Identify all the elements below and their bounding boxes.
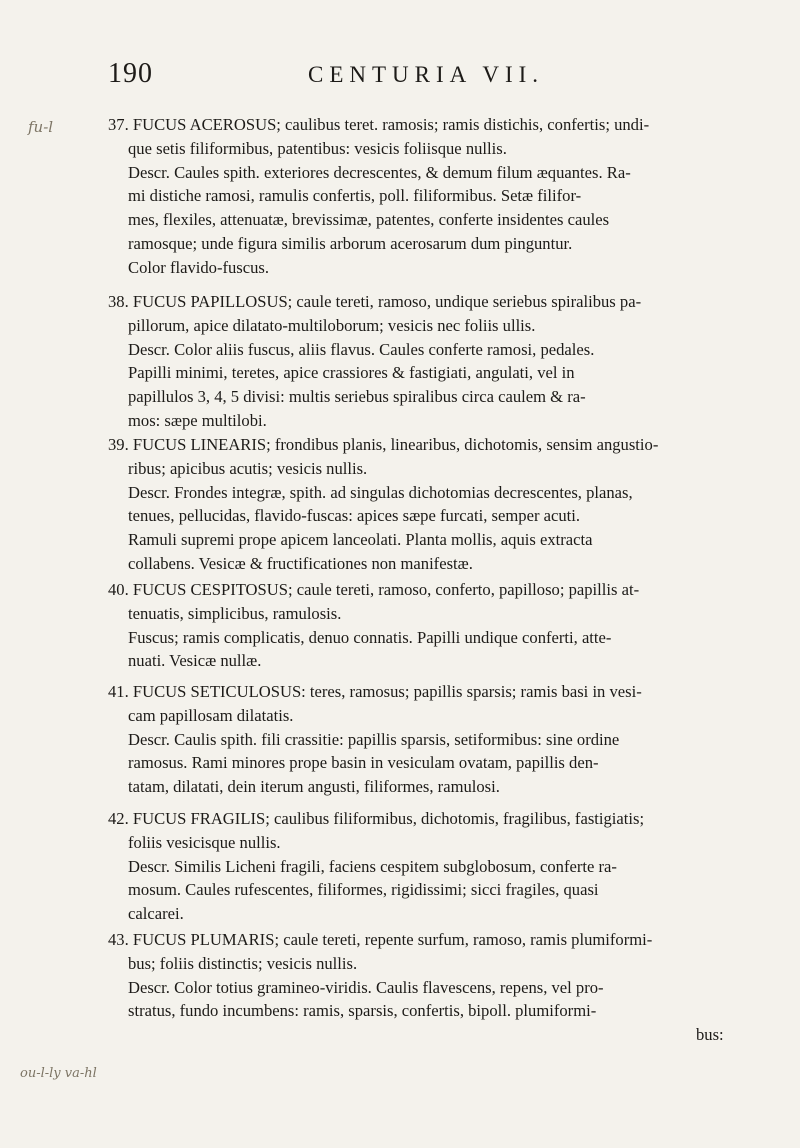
entry-line: Descr. Color aliis fuscus, aliis flavus. Caules conferte ramosi, pedales. xyxy=(128,339,595,359)
entry-line: 43. FUCUS PLUMARIS; caule tereti, repente surfum, ramoso, ramis plumiformi- xyxy=(108,930,653,949)
entry-line: ramosque; unde figura similis arborum acerosarum dum pinguntur. xyxy=(128,233,573,253)
entry-line: Fuscus; ramis complicatis, denuo connatis. Papilli undique conferti, atte- xyxy=(128,627,612,647)
entry-line: 38. FUCUS PAPILLOSUS; caule tereti, ramoso, undique seriebus spiralibus pa- xyxy=(108,292,642,311)
entry-42 xyxy=(108,807,770,926)
entry-line: pillorum, apice dilatato-multiloborum; vesicis nec foliis ullis. xyxy=(128,315,536,335)
entry-39 xyxy=(108,433,770,576)
entry-line: ribus; apicibus acutis; vesicis nullis. xyxy=(128,458,368,478)
entry-line: Color flavido-fuscus. xyxy=(128,257,270,277)
entry-41 xyxy=(108,680,770,799)
entry-line: Descr. Similis Licheni fragili, faciens cespitem subglobosum, conferte ra- xyxy=(128,856,617,876)
entry-line: 39. FUCUS LINEARIS; frondibus planis, linearibus, dichotomis, sensim angustio- xyxy=(108,435,659,454)
entry-line: papillulos 3, 4, 5 divisi: multis seriebus spiralibus circa caulem & ra- xyxy=(128,387,586,407)
entry-line: bus: xyxy=(696,1025,724,1045)
entry-line: mes, flexiles, attenuatæ, brevissimæ, patentes, conferte insidentes caules xyxy=(128,210,610,230)
entry-37 xyxy=(108,113,770,280)
entry-line: Descr. Caulis spith. fili crassitie: papillis sparsis, setiformibus: sine ordine xyxy=(128,729,620,749)
running-title: CENTURIA VII. xyxy=(308,62,545,87)
entry-line: calcarei. xyxy=(128,904,184,924)
entry-line: collabens. Vesicæ & fructificationes non manifestæ. xyxy=(128,553,473,573)
margin-note-bottom: ou-l-ly va-hl xyxy=(20,1066,97,1081)
entry-line: bus; foliis distinctis; vesicis nullis. xyxy=(128,953,358,973)
page-header xyxy=(108,56,718,96)
entry-line: Papilli minimi, teretes, apice crassiores & fastigiati, angulati, vel in xyxy=(128,363,575,383)
entry-line: foliis vesicisque nullis. xyxy=(128,832,281,852)
entry-line: Descr. Caules spith. exteriores decrescentes, & demum filum æquantes. Ra- xyxy=(128,162,631,182)
entry-line: cam papillosam dilatatis. xyxy=(128,705,294,725)
entry-line: Ramuli supremi prope apicem lanceolati. Planta mollis, aquis extracta xyxy=(128,530,593,550)
entry-line: stratus, fundo incumbens: ramis, sparsis, confertis, bipoll. plumiformi- xyxy=(128,1001,597,1021)
entry-40 xyxy=(108,578,770,673)
entry-line: tenuatis, simplicibus, ramulosis. xyxy=(128,603,342,623)
margin-note-top: fu-l xyxy=(28,118,54,136)
entry-line: mi distiche ramosi, ramulis confertis, poll. filiformibus. Setæ filifor- xyxy=(128,186,582,206)
entry-line: tatam, dilatati, dein iterum angusti, filiformes, ramulosi. xyxy=(128,777,500,797)
entry-line: mos: sæpe multilobi. xyxy=(128,410,267,430)
entry-line: nuati. Vesicæ nullæ. xyxy=(128,651,262,671)
entry-line: mosum. Caules rufescentes, filiformes, rigidissimi; sicci fragiles, quasi xyxy=(128,880,599,900)
entry-line: que setis filiformibus, patentibus: vesicis foliisque nullis. xyxy=(128,138,507,158)
entry-line: 40. FUCUS CESPITOSUS; caule tereti, ramoso, conferto, papilloso; papillis at- xyxy=(108,580,640,599)
entry-line: Descr. Color totius gramineo-viridis. Caulis flavescens, repens, vel pro- xyxy=(128,977,604,997)
page-number: 190 xyxy=(108,58,153,89)
entry-43 xyxy=(108,928,770,1047)
entry-line: 41. FUCUS SETICULOSUS: teres, ramosus; papillis sparsis; ramis basi in vesi- xyxy=(108,682,642,701)
entry-line: 42. FUCUS FRAGILIS; caulibus filiformibus, dichotomis, fragilibus, fastigiatis; xyxy=(108,809,645,828)
entry-line: Descr. Frondes integræ, spith. ad singulas dichotomias decrescentes, planas, xyxy=(128,482,633,502)
entry-line: tenues, pellucidas, flavido-fuscas: apices sæpe furcati, semper acuti. xyxy=(128,506,581,526)
entry-38 xyxy=(108,290,770,433)
entry-line: 37. FUCUS ACEROSUS; caulibus teret. ramosis; ramis distichis, confertis; undi- xyxy=(108,115,650,134)
entry-line: ramosus. Rami minores prope basin in vesiculam ovatam, papillis den- xyxy=(128,753,599,773)
